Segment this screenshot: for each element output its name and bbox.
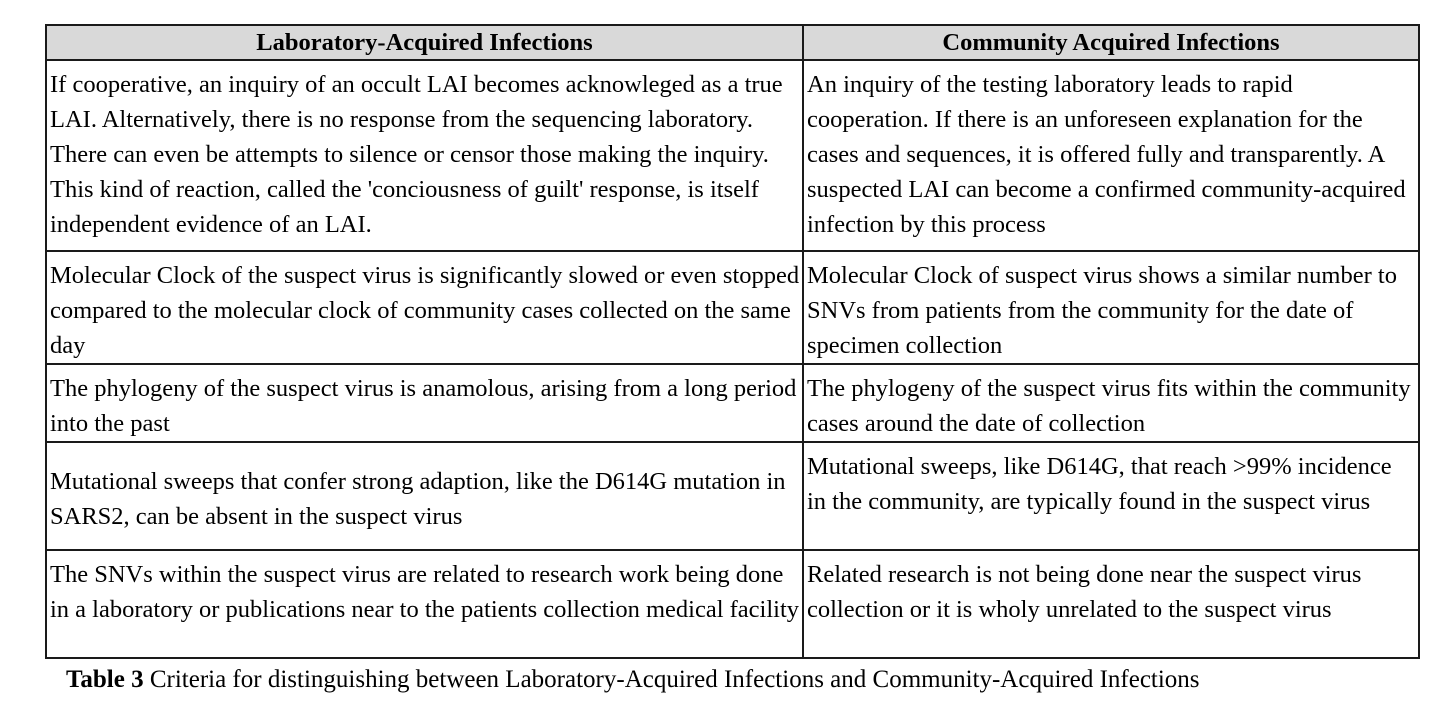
- cell-lab-phylogeny: The phylogeny of the suspect virus is anamolous, arising from a long period into the past: [46, 364, 803, 442]
- criteria-table-container: [45, 24, 1418, 659]
- table-row: [46, 550, 1419, 658]
- cell-community-inquiry: An inquiry of the testing laboratory leads to rapid cooperation. If there is an unforeseen explanation for the cases and sequences, it is offered fully and transparently. A suspected LAI can become a confirmed community-acquired infection by this process: [803, 60, 1419, 251]
- cell-lab-mutational-sweeps: Mutational sweeps that confer strong adaption, like the D614G mutation in SARS2, can be absent in the suspect virus: [46, 442, 803, 550]
- cell-community-molecular-clock: Molecular Clock of suspect virus shows a similar number to SNVs from patients from the community for the date of specimen collection: [803, 251, 1419, 364]
- cell-lab-snvs-research: The SNVs within the suspect virus are related to research work being done in a laboratory or publications near to the patients collection medical facility: [46, 550, 803, 658]
- cell-community-phylogeny: The phylogeny of the suspect virus fits within the community cases around the date of collection: [803, 364, 1419, 442]
- table-row: [46, 60, 1419, 251]
- table-row: [46, 364, 1419, 442]
- caption-text: Criteria for distinguishing between Laboratory-Acquired Infections and Community-Acquired Infections: [143, 666, 1200, 693]
- table-row: [46, 251, 1419, 364]
- header-community-acquired: Community Acquired Infections: [803, 25, 1419, 60]
- cell-community-snvs-research: Related research is not being done near the suspect virus collection or it is wholy unrelated to the suspect virus: [803, 550, 1419, 658]
- table-row: [46, 442, 1419, 550]
- header-lab-acquired: Laboratory-Acquired Infections: [46, 25, 803, 60]
- cell-community-mutational-sweeps: Mutational sweeps, like D614G, that reach >99% incidence in the community, are typically found in the suspect virus: [803, 442, 1419, 550]
- table-header-row: [46, 25, 1419, 60]
- criteria-table: [45, 24, 1420, 659]
- cell-lab-molecular-clock: Molecular Clock of the suspect virus is significantly slowed or even stopped compared to the molecular clock of community cases collected on the same day: [46, 251, 803, 364]
- cell-lab-inquiry: If cooperative, an inquiry of an occult LAI becomes acknowleged as a true LAI. Alternatively, there is no response from the sequencing laboratory. There can even be attempts to silence or censor those making the inquiry. This kind of reaction, called the 'conciousness of guilt' response, is itself independent evidence of an LAI.: [46, 60, 803, 251]
- caption-label: Table 3: [66, 666, 144, 693]
- table-caption: [66, 664, 1200, 696]
